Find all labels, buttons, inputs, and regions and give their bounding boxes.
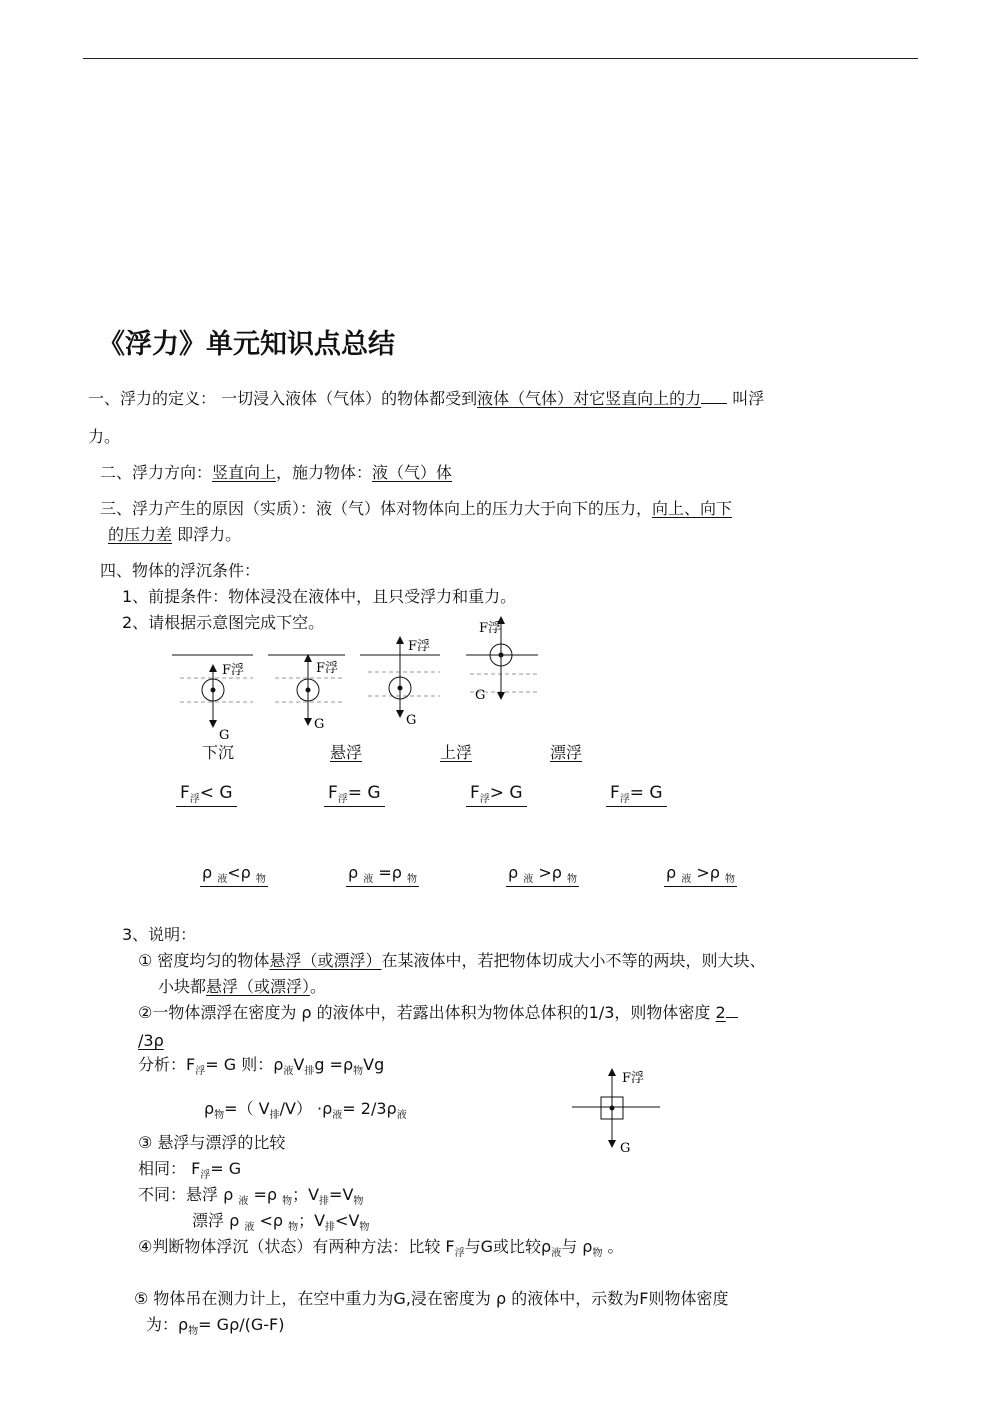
float-block-diagram bbox=[568, 1062, 688, 1162]
s1-lead: 一、浮力的定义： bbox=[88, 389, 217, 408]
note-1-line-1: ① 密度均匀的物体悬浮（或漂浮）在某液体中，若把物体切成大小不等的两块，则大块、 bbox=[138, 951, 766, 970]
note-4: ④判断物体浮沉（状态）有两种方法：比较 $F_浮$与G或比较$\rho_液$与 $\rho_物$ 。 bbox=[138, 1237, 624, 1259]
diagram-suspend bbox=[268, 655, 345, 732]
compare-diff-float: 漂浮 ρ $_液$ <ρ $_物$；$V_排<V_物$ bbox=[192, 1211, 370, 1233]
diagram-suspend-g-label: G bbox=[314, 717, 325, 732]
s3-tail: 即浮力。 bbox=[177, 525, 242, 544]
diagram-rise-g-label: G bbox=[406, 713, 417, 728]
density-rel-rise: ρ $_液$ >ρ $_物$ bbox=[508, 863, 577, 885]
section-1-line-2: 力。 bbox=[88, 427, 121, 446]
force-rel-rise: $F_浮> G$ bbox=[466, 784, 527, 807]
compare-diff-suspend: 不同：悬浮 ρ $_液$ =ρ $_物$；$V_排=V_物$ bbox=[138, 1185, 364, 1207]
state-suspend: 悬浮 bbox=[330, 743, 363, 762]
s3-answer-1: 向上、向下 bbox=[652, 499, 733, 518]
state-sink: 下沉 bbox=[202, 743, 235, 762]
s2-source: 液（气）体 bbox=[372, 463, 453, 482]
note-2-line-2: /3ρ bbox=[138, 1031, 164, 1050]
note-3-head: ③ 悬浮与漂浮的比较 bbox=[138, 1133, 286, 1152]
block-f-label: F浮 bbox=[622, 1071, 645, 1086]
section-1-line-1 bbox=[88, 390, 764, 408]
section-4-point-2: 2、请根据示意图完成下空。 bbox=[122, 613, 325, 632]
diagram-sink-g-label: G bbox=[219, 728, 230, 743]
note-5-line-1: ⑤ 物体吊在测力计上，在空中重力为G,浸在密度为 ρ 的液体中，示数为F则物体密度 bbox=[134, 1289, 729, 1308]
s3-answer-2: 的压力差 bbox=[108, 525, 173, 544]
analysis-line: 分析：$F_浮= G$ 则：$\rho_液V_排g =\rho_物Vg$ bbox=[138, 1055, 385, 1077]
diagram-float-g-label: G bbox=[475, 688, 486, 703]
equation-line: $\rho_物=$（ $V_排/V) \cdot\rho_液= 2/3\rho_液$ bbox=[204, 1099, 407, 1121]
force-rel-suspend: $F_浮= G$ bbox=[324, 784, 385, 807]
section-3-line-1 bbox=[100, 500, 732, 518]
s1-mid: 一切浸入液体（气体）的物体都受到 bbox=[221, 389, 478, 408]
density-rel-float: ρ $_液$ >ρ $_物$ bbox=[666, 863, 735, 885]
s1-tail: 叫浮 bbox=[732, 389, 765, 408]
note-5-line-2: 为：$\rho_物= G\rho/(G-F)$ bbox=[146, 1315, 285, 1337]
section-4-point-1: 1、前提条件：物体浸没在液体中，且只受浮力和重力。 bbox=[122, 587, 517, 606]
diagram-rise-f-label: F浮 bbox=[408, 639, 431, 654]
diagram-float bbox=[466, 620, 538, 703]
diagram-rise bbox=[360, 639, 440, 728]
section-3-line-2 bbox=[108, 526, 241, 544]
density-rel-sink: ρ $_液$<ρ $_物$ bbox=[202, 863, 266, 885]
section-2 bbox=[100, 464, 452, 482]
float-sink-diagrams bbox=[0, 610, 993, 770]
section-4-head: 四、物体的浮沉条件： bbox=[100, 561, 261, 580]
s2-direction: 竖直向上 bbox=[212, 463, 277, 482]
s1-answer: 液体（气体）对它竖直向上的力 bbox=[477, 389, 702, 408]
diagram-sink bbox=[172, 655, 253, 743]
s2-mid: ，施力物体： bbox=[276, 463, 373, 482]
state-float: 漂浮 bbox=[550, 743, 583, 762]
page-title: 《浮力》单元知识点总结 bbox=[98, 329, 395, 360]
note-1-line-2: 小块都悬浮（或漂浮）。 bbox=[158, 977, 327, 996]
s3-lead: 三、浮力产生的原因（实质）：液（气）体对物体向上的压力大于向下的压力， bbox=[100, 499, 653, 518]
block-g-label: G bbox=[620, 1141, 631, 1156]
header-rule bbox=[83, 58, 918, 59]
force-rel-float: $F_浮= G$ bbox=[606, 784, 667, 807]
diagram-float-f-label: F浮 bbox=[479, 621, 502, 636]
state-rise: 上浮 bbox=[440, 743, 473, 762]
density-rel-suspend: ρ $_液$ =ρ $_物$ bbox=[348, 863, 417, 885]
diagram-sink-f-label: F浮 bbox=[222, 663, 245, 678]
s2-lead: 二、浮力方向： bbox=[100, 463, 213, 482]
diagram-suspend-f-label: F浮 bbox=[316, 661, 339, 676]
note-2-line-1: ②一物体漂浮在密度为 ρ 的液体中，若露出体积为物体总体积的1/3，则物体密度 2 bbox=[138, 1004, 738, 1022]
compare-same: 相同： $F_浮= G$ bbox=[138, 1159, 242, 1181]
force-rel-sink: $F_浮< G$ bbox=[176, 784, 237, 807]
notes-head: 3、说明： bbox=[122, 925, 197, 944]
